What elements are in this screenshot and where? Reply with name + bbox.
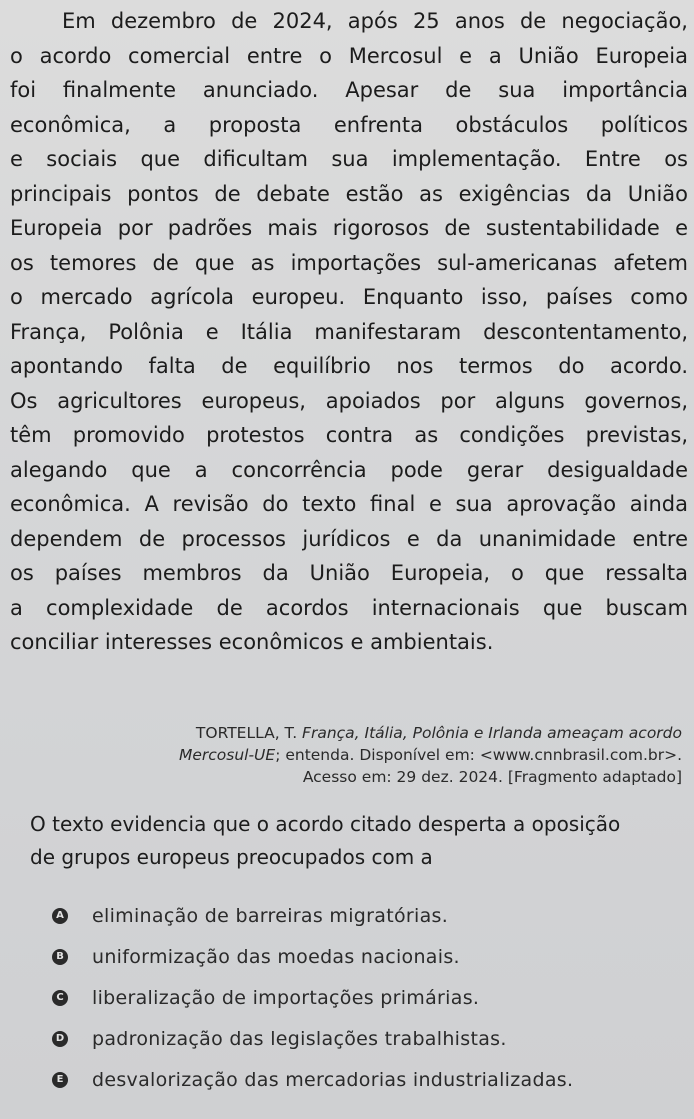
option-letter-badge: B bbox=[52, 949, 68, 965]
passage-line: Os agricultores europeus, apoiados por alguns governos, bbox=[10, 388, 688, 413]
option-c[interactable] bbox=[52, 977, 672, 1018]
passage-line: a complexidade de acordos internacionais que buscam bbox=[10, 595, 688, 620]
passage-text bbox=[10, 4, 688, 660]
question-line: O texto evidencia que o acordo citado desperta a oposição bbox=[30, 812, 621, 836]
passage-line: dependem de processos jurídicos e da unanimidade entre bbox=[10, 526, 688, 551]
option-text: eliminação de barreiras migratórias. bbox=[92, 904, 449, 927]
passage-line: econômica, a proposta enfrenta obstáculos políticos bbox=[10, 112, 688, 137]
option-a[interactable] bbox=[52, 895, 672, 936]
option-text: liberalização de importações primárias. bbox=[92, 986, 480, 1009]
passage-line: os temores de que as importações sul-americanas afetem bbox=[10, 250, 688, 275]
source-citation bbox=[150, 722, 682, 788]
citation-line bbox=[150, 722, 682, 744]
option-letter-badge: C bbox=[52, 990, 68, 1006]
option-text: uniformização das moedas nacionais. bbox=[92, 945, 460, 968]
question-stem bbox=[30, 808, 686, 874]
passage-line: apontando falta de equilíbrio nos termos do acordo. bbox=[10, 354, 688, 378]
passage-line: alegando que a concorrência pode gerar desigualdade bbox=[10, 457, 688, 482]
passage-line: o acordo comercial entre o Mercosul e a União Europeia bbox=[10, 43, 688, 68]
citation-source: ; entenda. Disponível em: <www.cnnbrasil.com.br>. bbox=[275, 746, 682, 764]
passage-line: foi finalmente anunciado. Apesar de sua importância bbox=[10, 78, 688, 102]
passage-line: Em dezembro de 2024, após 25 anos de negociação, bbox=[62, 9, 688, 33]
citation-author: TORTELLA, T. bbox=[195, 724, 303, 742]
option-e[interactable] bbox=[52, 1059, 672, 1100]
passage-line: principais pontos de debate estão as exigências da União bbox=[10, 181, 688, 206]
citation-access-date: Acesso em: 29 dez. 2024. [Fragmento adaptado] bbox=[302, 768, 682, 786]
passage-line: conciliar interesses econômicos e ambientais. bbox=[10, 630, 494, 654]
citation-title-continued: Mercosul-UE bbox=[178, 746, 276, 764]
passage-line: e sociais que dificultam sua implementação. Entre os bbox=[10, 147, 688, 171]
option-letter-badge: D bbox=[52, 1031, 68, 1047]
passage-line: têm promovido protestos contra as condições previstas, bbox=[10, 423, 688, 447]
option-text: padronização das legislações trabalhistas. bbox=[92, 1027, 507, 1050]
passage-line: França, Polônia e Itália manifestaram descontentamento, bbox=[10, 319, 688, 344]
passage-line: econômica. A revisão do texto final e sua aprovação ainda bbox=[10, 492, 688, 516]
passage-line: o mercado agrícola europeu. Enquanto isso, países como bbox=[10, 285, 688, 309]
passage-line: Europeia por padrões mais rigorosos de sustentabilidade e bbox=[10, 216, 688, 240]
option-letter-badge: E bbox=[52, 1072, 68, 1088]
answer-options bbox=[52, 895, 672, 1100]
citation-title: França, Itália, Polônia e Irlanda ameaçam acordo bbox=[302, 724, 682, 742]
question-line: de grupos europeus preocupados com a bbox=[30, 845, 433, 869]
option-letter-badge: A bbox=[52, 908, 68, 924]
option-b[interactable] bbox=[52, 936, 672, 977]
option-d[interactable] bbox=[52, 1018, 672, 1059]
passage-line: os países membros da União Europeia, o que ressalta bbox=[10, 561, 688, 585]
option-text: desvalorização das mercadorias industrializadas. bbox=[92, 1068, 574, 1091]
citation-line bbox=[150, 744, 682, 766]
